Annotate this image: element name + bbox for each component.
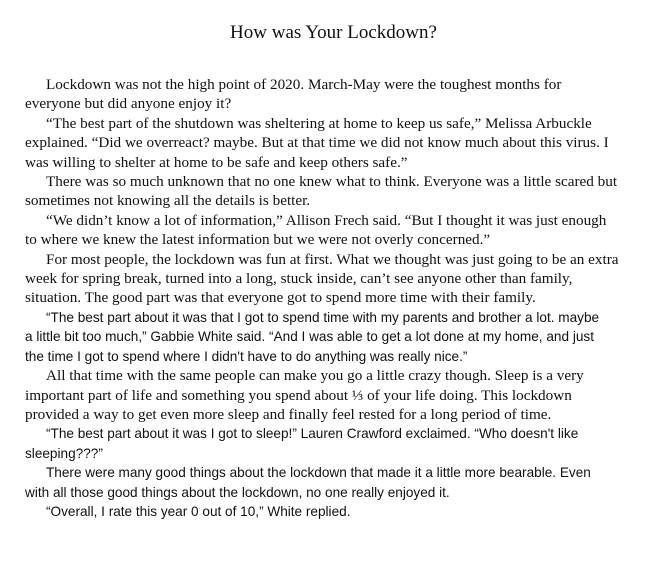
article-paragraph [25,502,645,521]
paragraph-line: the time I got to spend where I didn't have to do anything was really nice.” [25,348,468,364]
paragraph-line: week for spring break, turned into a long, stuck inside, can’t see anyone other than family, [25,270,573,288]
paragraph-line: to where we knew the latest information but we were not overly concerned.” [25,231,491,249]
paragraph-line: Lockdown was not the high point of 2020. March-May were the toughest months for [46,76,562,93]
paragraph-line: explained. “Did we overreact? maybe. But at that time we did not know much about this virus. I [25,134,609,152]
article-paragraph [25,424,645,463]
article-paragraph [25,114,645,172]
article-paragraph [25,308,645,366]
article-body [25,75,645,521]
paragraph-line: There was so much unknown that no one knew what to think. Everyone was a little scared but [46,173,618,191]
paragraph-line: sleeping???” [25,445,103,461]
paragraph-line: For most people, the lockdown was fun at first. What we thought was just going to be an extra [46,250,619,268]
article-paragraph [25,211,645,250]
paragraph-line: situation. The good part was that everyone got to spend more time with their family. [25,289,536,307]
paragraph-line: sometimes not knowing all the details is better. [25,192,311,210]
article-paragraph [25,463,645,502]
article-paragraph [25,172,645,211]
article-paragraph [25,75,645,114]
article-paragraph [25,250,645,308]
article-paragraph [25,366,645,424]
paragraph-line: “The best part about it was I got to sleep!” Lauren Crawford exclaimed. “Who doesn't like [46,426,579,442]
paragraph-line: “Overall, I rate this year 0 out of 10,” White replied. [46,503,351,519]
paragraph-line: There were many good things about the lockdown that made it a little more bearable. Even [46,465,591,481]
paragraph-line: was willing to shelter at home to be safe and keep others safe.” [25,153,408,171]
paragraph-line: All that time with the same people can make you go a little crazy though. Sleep is a very [46,367,584,385]
paragraph-line: provided a way to get even more sleep and finally feel rested for a long period of time. [25,405,552,423]
paragraph-line: “The best part about it was that I got to spend time with my parents and brother a lot. maybe [46,309,600,325]
paragraph-line: “The best part of the shutdown was sheltering at home to keep us safe,” Melissa Arbuckle [46,114,592,132]
paragraph-line: “We didn’t know a lot of information,” Allison Frech said. “But I thought it was just enough [46,211,607,229]
paragraph-line: important part of life and something you spend about ⅓ of your life doing. This lockdown [25,386,572,404]
paragraph-line: with all those good things about the lockdown, no one really enjoyed it. [25,484,450,500]
paragraph-line: everyone but did anyone enjoy it? [25,95,232,113]
article-title: How was Your Lockdown? [230,22,437,43]
paragraph-line: a little bit too much,” Gabbie White said. “And I was able to get a lot done at my home, and just [25,329,594,345]
